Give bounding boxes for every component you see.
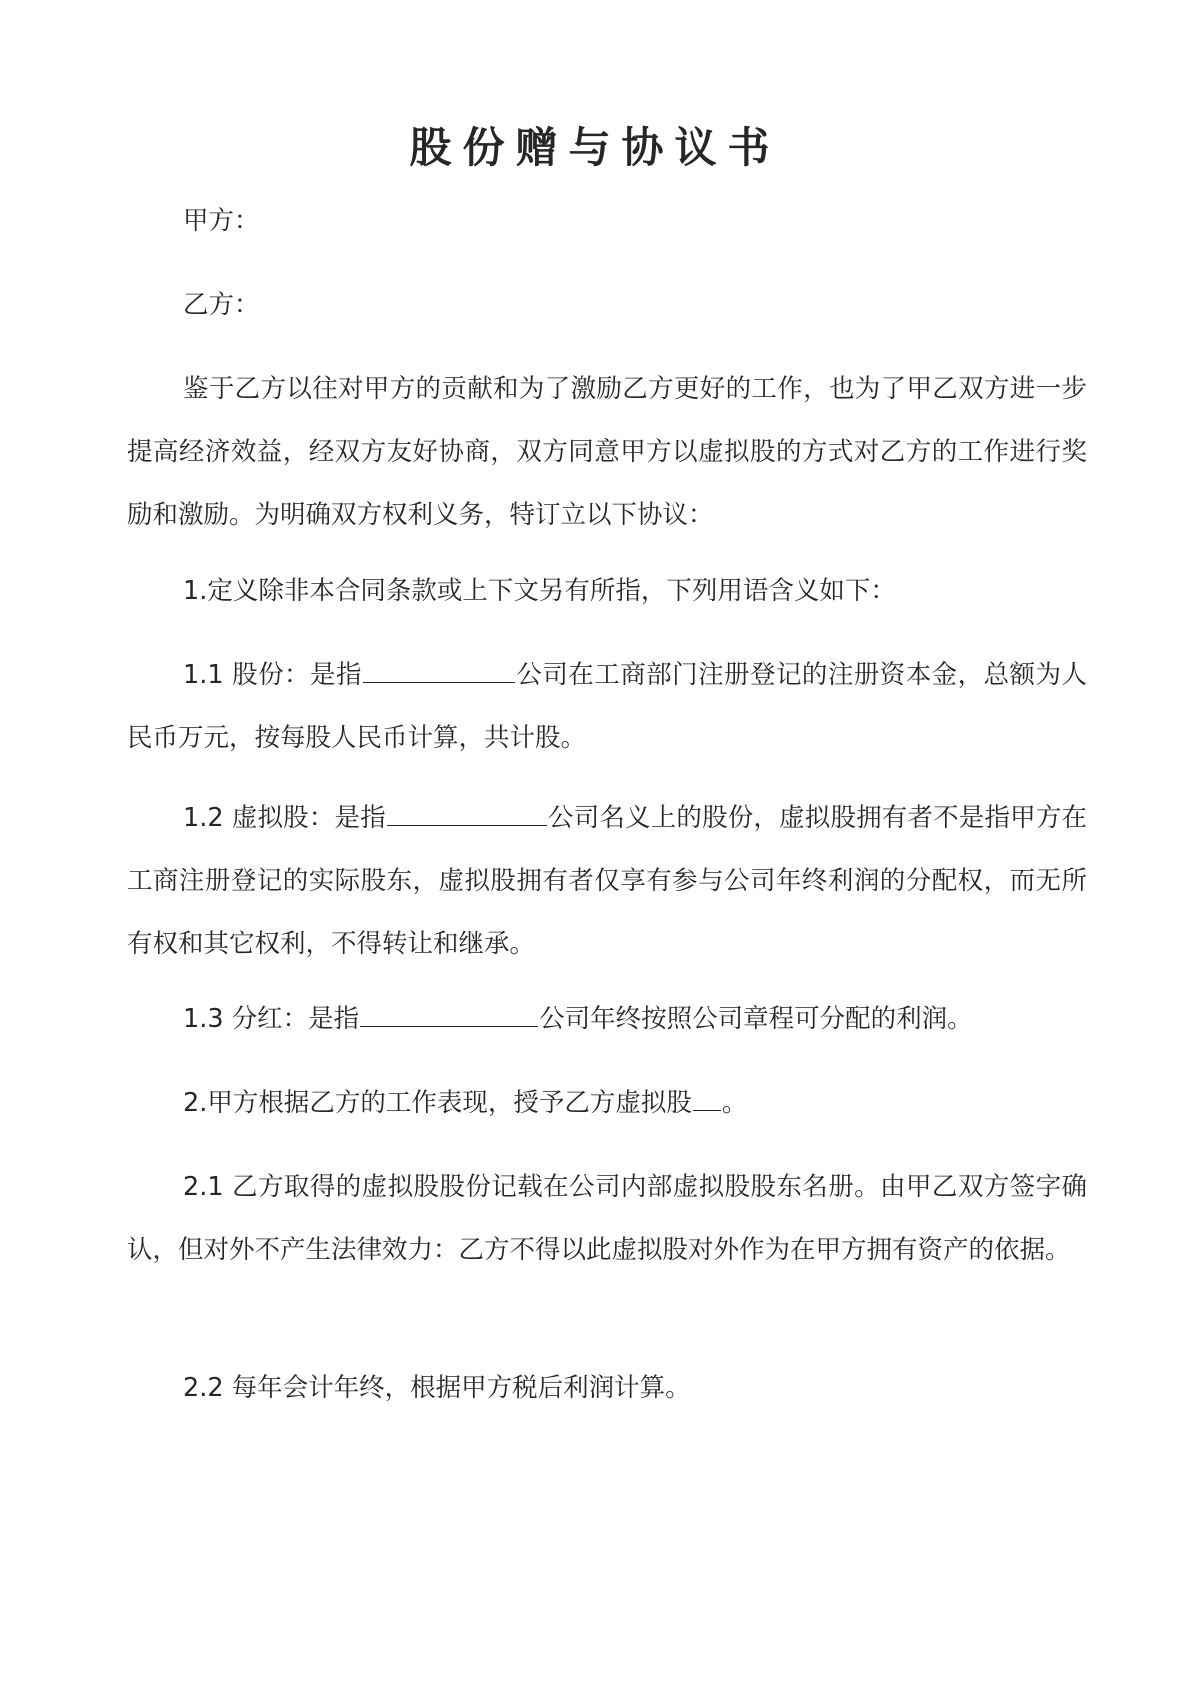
- fill-in-blank-company[interactable]: [387, 805, 547, 826]
- document-title: 股份赠与协议书: [409, 123, 781, 172]
- party-a-line: 甲方：: [183, 206, 260, 236]
- clause-1: 1.定义除非本合同条款或上下文另有所指，下列用语含义如下：: [183, 576, 896, 606]
- clause-1-1-rest: 公司在工商部门注册登记的注册资本金，总额为人民币万元，按每股人民币计算，共计股。: [127, 660, 1087, 753]
- fill-in-blank-company[interactable]: [363, 662, 515, 683]
- fill-in-blank-shares[interactable]: [693, 1090, 721, 1111]
- clause-1-1: [127, 644, 1087, 770]
- clause-1-2-lead: 1.2 虚拟股：是指: [183, 803, 386, 833]
- clause-2: [127, 1072, 1087, 1135]
- party-b-line: 乙方：: [183, 290, 260, 320]
- clause-1-3-lead: 1.3 分红：是指: [183, 1004, 360, 1034]
- clause-1-3: [127, 988, 1087, 1051]
- clause-1-1-lead: 1.1 股份：是指: [183, 660, 362, 690]
- clause-2-rest: 。: [721, 1088, 748, 1118]
- clause-2-1: 2.1 乙方取得的虚拟股股份记载在公司内部虚拟股股东名册。由甲乙双方签字确认，但对外不产生法律效力：乙方不得以此虚拟股对外作为在甲方拥有资产的依据。: [127, 1172, 1087, 1265]
- clause-1-2: [127, 787, 1087, 976]
- clause-1-3-rest: 公司年终按照公司章程可分配的利润。: [539, 1004, 973, 1034]
- preamble-paragraph: 鉴于乙方以往对甲方的贡献和为了激励乙方更好的工作，也为了甲乙双方进一步提高经济效益，经双方友好协商，双方同意甲方以虚拟股的方式对乙方的工作进行奖励和激励。为明确双方权利义务，特订立以下协议：: [127, 374, 1087, 530]
- clause-2-2: 2.2 每年会计年终，根据甲方税后利润计算。: [183, 1373, 691, 1403]
- clause-1-2-rest: 公司名义上的股份，虚拟股拥有者不是指甲方在工商注册登记的实际股东，虚拟股拥有者仅享有参与公司年终利润的分配权，而无所有权和其它权利，不得转让和继承。: [127, 803, 1087, 959]
- fill-in-blank-company[interactable]: [360, 1006, 538, 1027]
- clause-2-lead: 2.甲方根据乙方的工作表现，授予乙方虚拟股: [183, 1088, 692, 1118]
